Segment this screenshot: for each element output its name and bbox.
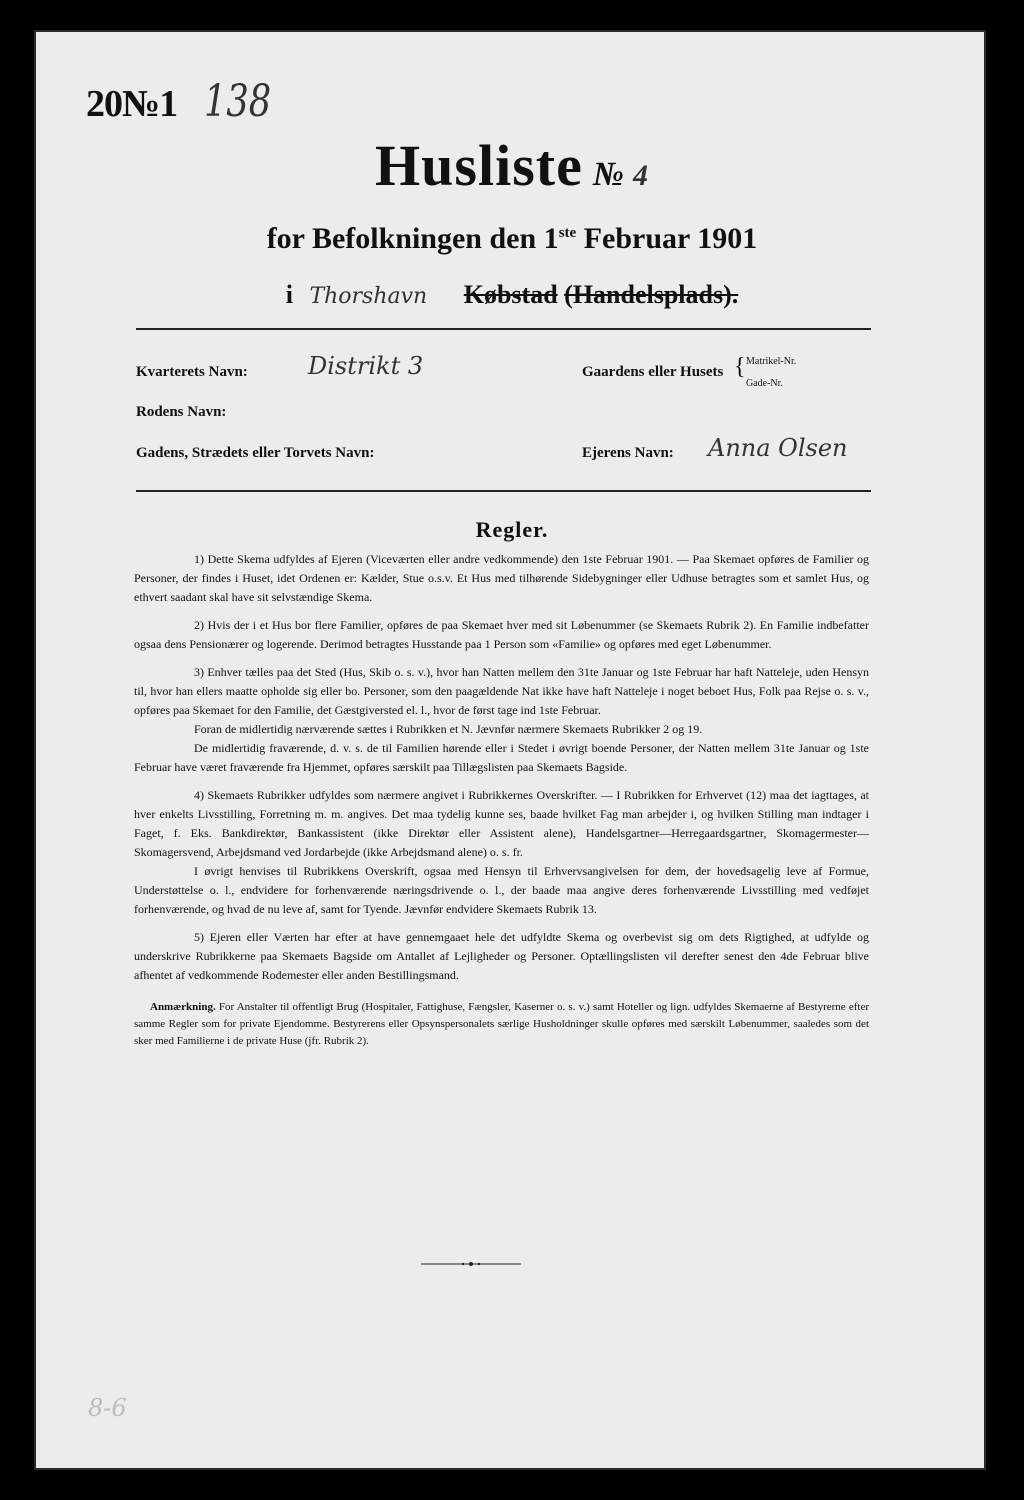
annotation-note xyxy=(134,999,869,1050)
place-handwritten: Thorshavn xyxy=(309,284,428,309)
document-title xyxy=(36,132,988,199)
list-number: 4 xyxy=(632,159,649,192)
subtitle-post: Februar 1901 xyxy=(576,222,758,255)
subtitle-pre: for Befolkningen den 1 xyxy=(266,222,559,255)
rule-3c: De midlertidig fraværende, d. v. s. de til Familien hørende eller i Stedet i øvrigt boende Personer, der Natten mellem 31te Januar og 1ste Februar have været fraværende fra Hjemmet, opføres særskilt paa Tillægslisten paa Skemaets Bagside. xyxy=(134,741,869,774)
annotation-text: For Anstalter til offentligt Brug (Hospitaler, Fattighuse, Fængsler, Kaserner o. s. v.) samt Hoteller og lign. udfyldes Skemaerne af Bestyrerne efter samme Regler som for private Ejendomme. Bestyrerens eller Opsynspersonalets særlige Husholdninger skulle opføres med særskilt Løbenummer, saaledes som det sker med Familierne i de private Huse (jfr. Rubrik 2). xyxy=(134,1001,869,1047)
ornament-divider xyxy=(421,1262,521,1266)
place-kobstad: Købstad xyxy=(463,280,558,309)
subtitle-sup: ste xyxy=(558,225,577,241)
document-subtitle xyxy=(36,222,988,256)
ejer-label: Ejerens Navn: xyxy=(582,445,674,461)
top-divider xyxy=(136,328,871,330)
rule-1: 1) Dette Skema udfyldes af Ejeren (Viceværten eller andre vedkommende) den 1ste Februar 1901. — Paa Skemaet opføres de Familier og Personer, der findes i Huset, idet Ordenen er: Kælder, Stue o.s.v. Et Hus med tilhørende Sidebygninger eller Udhuse betragtes som et samlet Hus, og ethvert saadant skal have sit selvstændige Skema. xyxy=(134,552,869,604)
annotation-label: Anmærkning. xyxy=(150,1001,216,1013)
matrikel-label: Matrikel-Nr. xyxy=(746,356,797,367)
rule-3b: Foran de midlertidig nærværende sættes i Rubrikken et N. Jævnfør nærmere Skemaets Rubrikker 2 og 19. xyxy=(194,722,703,736)
rules-body xyxy=(134,550,869,1059)
gadenr-label: Gade-Nr. xyxy=(746,378,783,389)
place-line xyxy=(36,280,988,310)
bottom-divider xyxy=(136,490,871,492)
kvarter-value: Distrikt 3 xyxy=(308,352,424,380)
title-text: Husliste xyxy=(375,133,583,198)
gaard-label: Gaardens eller Husets xyxy=(582,364,724,380)
number-label: № xyxy=(592,156,625,193)
rule-2: 2) Hvis der i et Hus bor flere Familier, opføres de paa Skemaet hver med sit Løbenummer (se Skemaets Rubrik 2). En Familie indbefatter ogsaa dens Pensionærer og logerende. Derimod betragtes Husstande paa 1 Person som «Familie» og opføres med eget Løbenummer. xyxy=(134,618,869,651)
place-handelsplads: (Handelsplads). xyxy=(564,280,739,309)
census-sheet xyxy=(34,30,986,1470)
rule-5: 5) Ejeren eller Værten har efter at have gennemgaaet hele det udfyldte Skema og overbevist sig om dets Rigtighed, at udfylde og underskrive Rubrikkerne paa Skemaets Bagside om Antallet af Lejligheder og Personer. Optællingslisten vil derefter senest den 4de Februar blive afhentet af vedkommende Rodemester eller anden Bestillingsmand. xyxy=(134,930,869,982)
kvarter-label: Kvarterets Navn: xyxy=(136,364,248,380)
ejer-value: Anna Olsen xyxy=(708,434,848,462)
form-number: 20№1 xyxy=(86,83,178,125)
brace-icon: { xyxy=(734,354,746,380)
gade-label: Gadens, Strædets eller Torvets Navn: xyxy=(136,445,375,461)
rode-label: Rodens Navn: xyxy=(136,404,227,420)
rule-4: 4) Skemaets Rubrikker udfyldes som nærmere angivet i Rubrikkernes Overskrifter. — I Rubrikken for Erhvervet (12) maa det iagttages, at hver enkelts Livsstilling, Forretning m. m. angives. Det maa tydelig kunne ses, baade hvilket Fag man arbejder i, og hvilken Stilling man indtager i Faget, f. Eks. Bankdirektør, Bankassistent (ikke Direktør eller Assistent alene), Handelsgartner—Herregaardsgartner, Skomagermester—Skomagersvend, Arbejdsmand ved Jordarbejde (ikke Arbejdsmand alene) o. s. fr. xyxy=(134,788,869,859)
handwritten-page-number: 138 xyxy=(204,76,272,127)
rule-4b: I øvrigt henvises til Rubrikkens Overskrift, ogsaa med Hensyn til Erhvervsangivelsen for dem, der hovedsagelig leve af Formue, Understøttelse o. l., endvidere for forhenværende næringsdrivende o. l., der baade maa angive deres forhenværende Livsstilling med vedføjet forhenværende, og hvad de nu leve af, samt for Tyende. Jævnfør endvidere Skemaets Rubrik 13. xyxy=(134,864,869,916)
rule-3: 3) Enhver tælles paa det Sted (Hus, Skib o. s. v.), hvor han Natten mellem den 31te Januar og 1ste Februar har haft Natteleje, uden Hensyn til, hvor han ellers maatte opholde sig eller bo. Personer, som den paagældende Nat ikke have haft Natteleje i noget beboet Hus, Folk paa Rejse o. s. v., opføres paa Skemaet for den Familie, det Gæstgiversted el. l., hvor de først tage ind 1ste Februar. xyxy=(134,665,869,717)
place-prefix: i xyxy=(285,280,293,309)
rules-title: Regler. xyxy=(475,517,549,542)
pencil-note: 8-6 xyxy=(88,1394,127,1422)
